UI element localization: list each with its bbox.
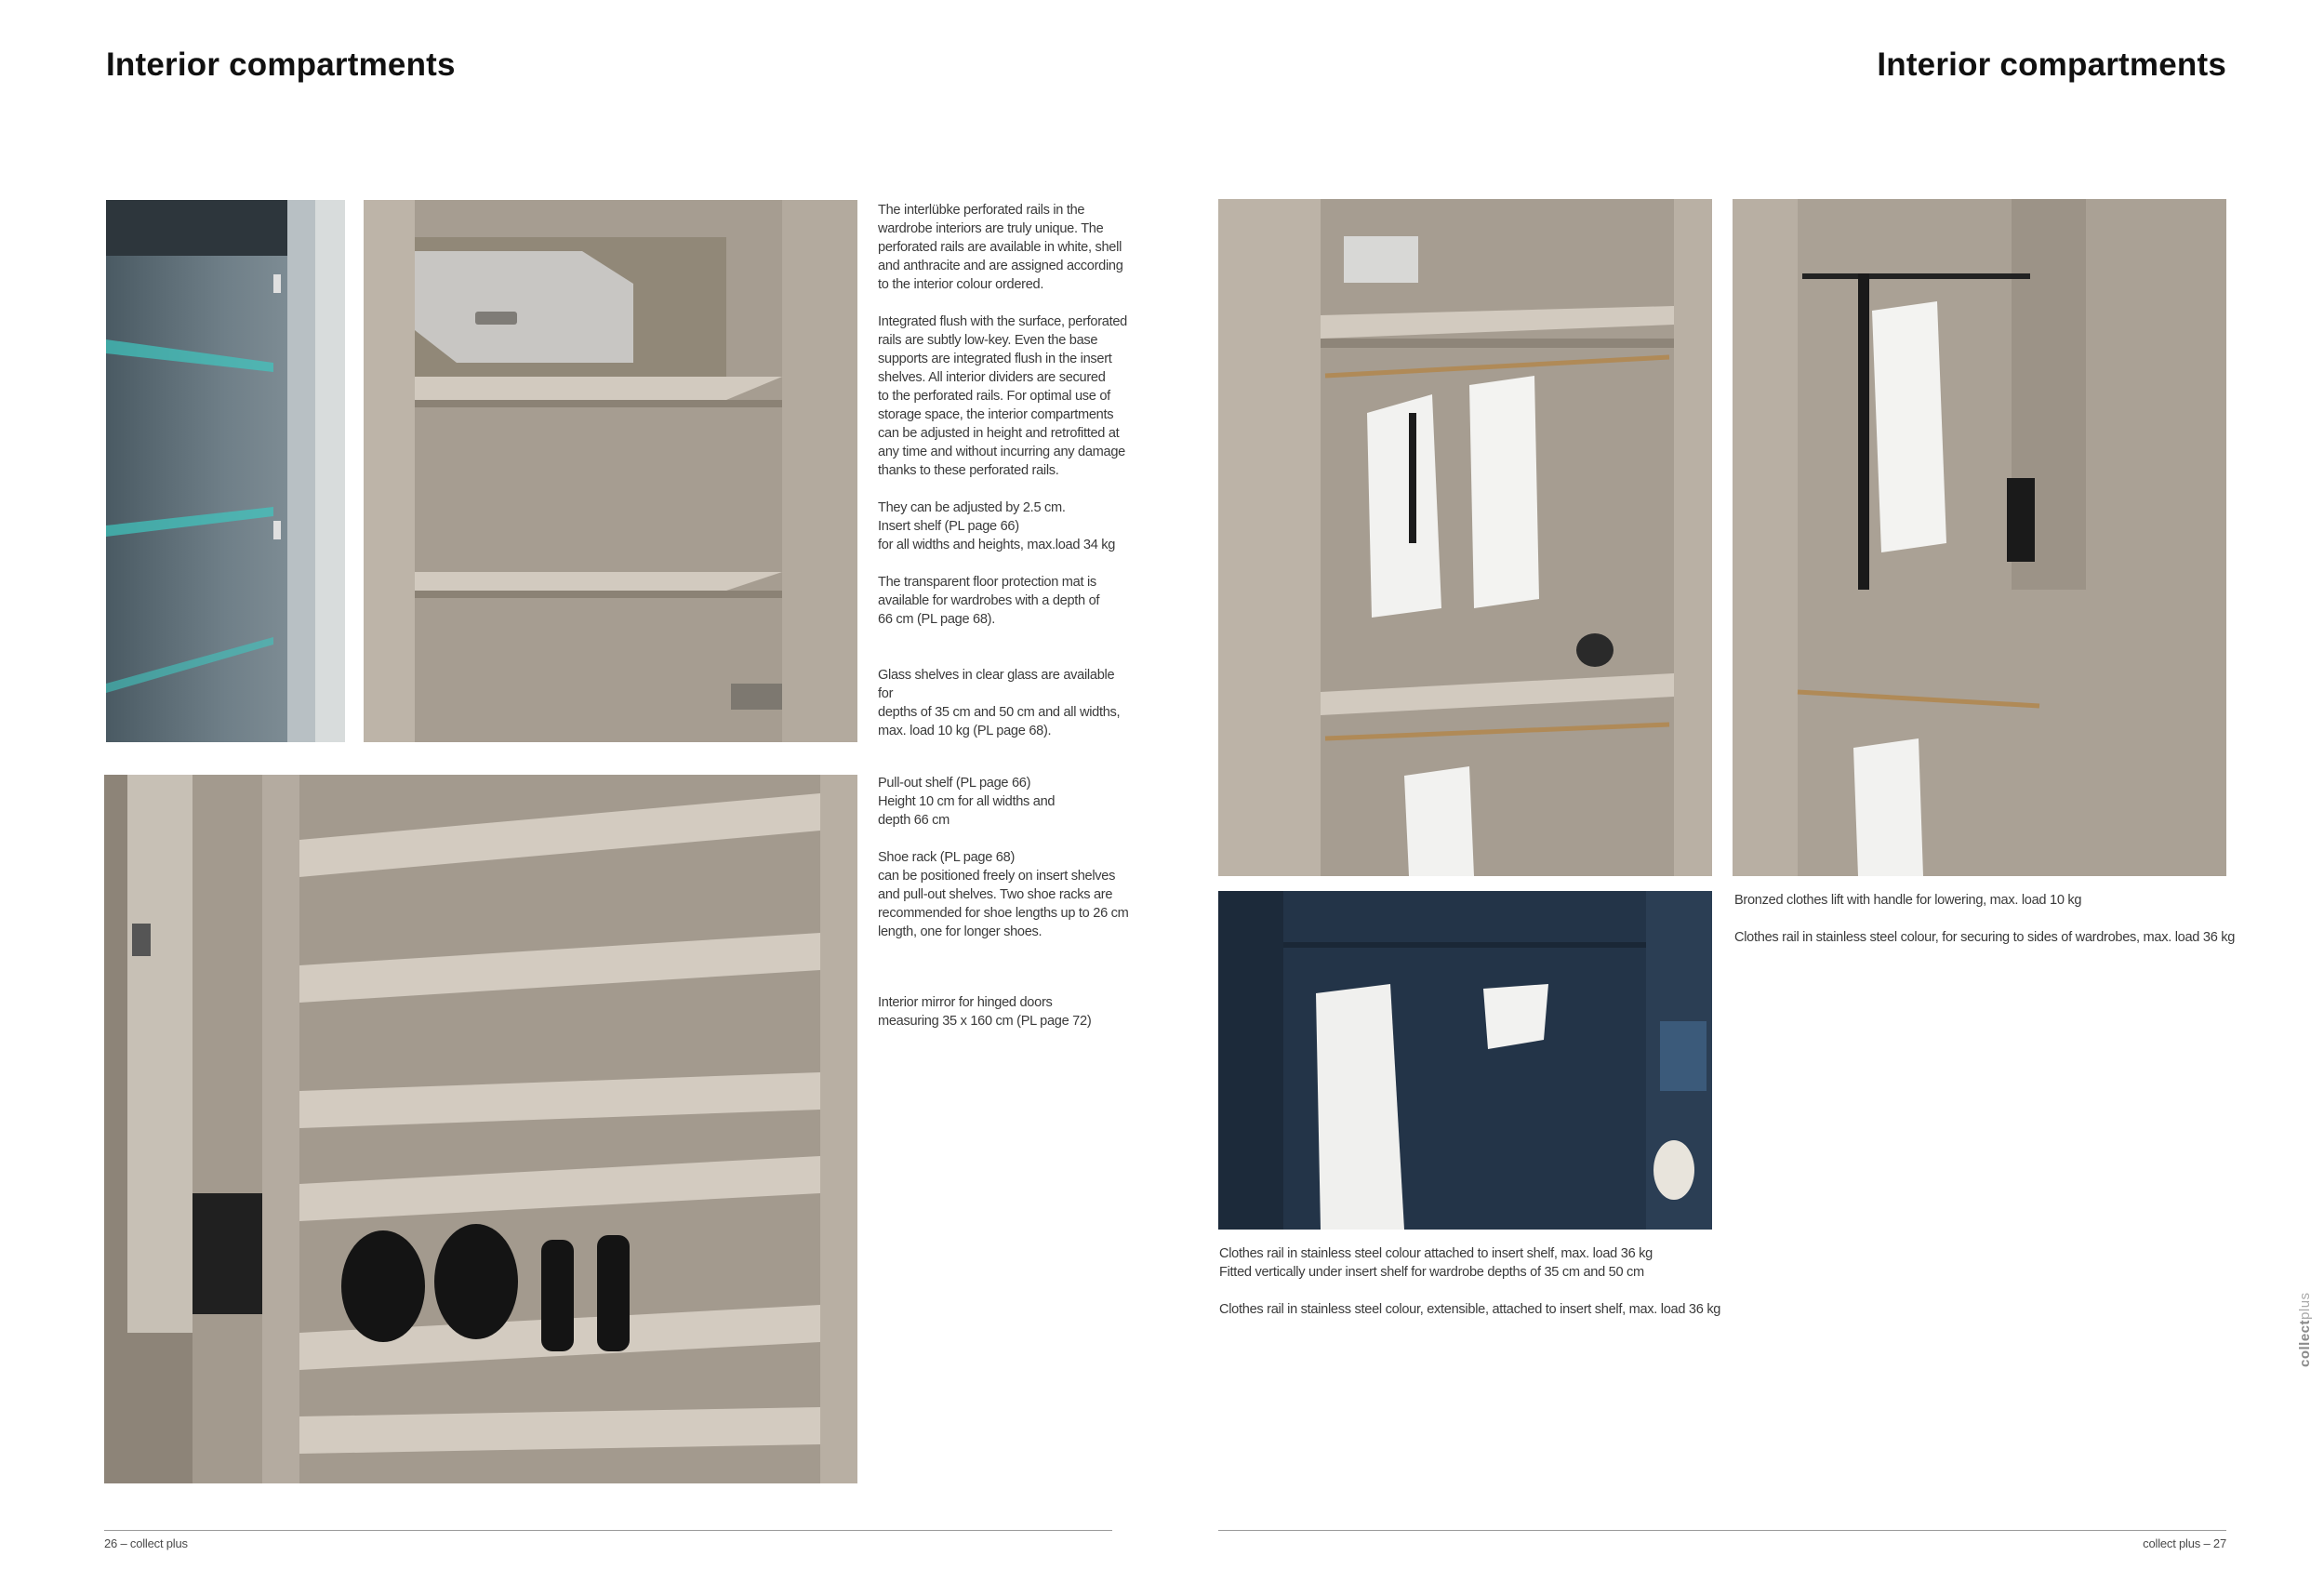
caption-clothes-lift: Bronzed clothes lift with handle for lowering, max. load 10 kg — [1734, 893, 2082, 908]
photo-glass-shelves — [106, 200, 345, 742]
body-text-interior-mirror: Interior mirror for hinged doors measuring 35 x 160 cm (PL page 72) — [878, 995, 1092, 1029]
caption-clothes-rail-sides: Clothes rail in stainless steel colour, for securing to sides of wardrobes, max. load 36 kg — [1734, 930, 2236, 945]
photo-clothes-lift — [1733, 199, 2226, 876]
body-text-rails: The interlübke perforated rails in the wardrobe interiors are truly unique. The perforated rails are available in white, shell and anthracite and are assigned according to the interior colour ordered. — [878, 203, 1123, 292]
body-text-flush: Integrated flush with the surface, perforated rails are subtly low-key. Even the base supports are integrated flush in the insert shelves. All interior dividers are secured to the perforated rails. For optimal use of storage space, the interior compartments can be adjusted in height and retrofitted at any time and without incurring any damage thanks to these perforated rails. — [878, 314, 1128, 478]
body-text-glass-shelves: Glass shelves in clear glass are available for depths of 35 cm and 50 cm and all widths, max. load 10 kg (PL page 68). — [878, 668, 1121, 738]
body-text-pull-out-shelf: Pull-out shelf (PL page 66) Height 10 cm for all widths and depth 66 cm — [878, 776, 1056, 828]
left-page-number: 26 – collect plus — [104, 1536, 188, 1550]
caption-clothes-rail-insert: Clothes rail in stainless steel colour attached to insert shelf, max. load 36 kg Fitted vertically under insert shelf for wardrobe depths of 35 cm and 50 cm — [1219, 1246, 1653, 1280]
left-page-title: Interior compartments — [106, 47, 456, 83]
photo-shoe-racks — [104, 775, 857, 1483]
photo-insert-shelves — [364, 200, 857, 742]
right-footer-rule — [1218, 1530, 2226, 1531]
side-brand-logo: collectplus — [2297, 1292, 2313, 1367]
photo-wardrobe-shirts — [1218, 199, 1712, 876]
body-text-shoe-rack: Shoe rack (PL page 68) can be positioned freely on insert shelves and pull-out shelves. Two shoe racks are recommended for shoe lengths up to 26 cm length, one for longer shoes. — [878, 850, 1129, 939]
caption-clothes-rail-extensible: Clothes rail in stainless steel colour, extensible, attached to insert shelf, max. load 36 kg — [1219, 1302, 1721, 1317]
right-page-number: collect plus – 27 — [2143, 1536, 2226, 1550]
left-footer-rule — [104, 1530, 1112, 1531]
photo-navy-interior — [1218, 891, 1712, 1230]
right-page-title: Interior compartments — [1877, 47, 2226, 83]
body-text-adjustable: They can be adjusted by 2.5 cm. Insert shelf (PL page 66) for all widths and heights, max.load 34 kg — [878, 500, 1116, 552]
body-text-floor-mat: The transparent floor protection mat is available for wardrobes with a depth of 66 cm (PL page 68). — [878, 575, 1100, 627]
